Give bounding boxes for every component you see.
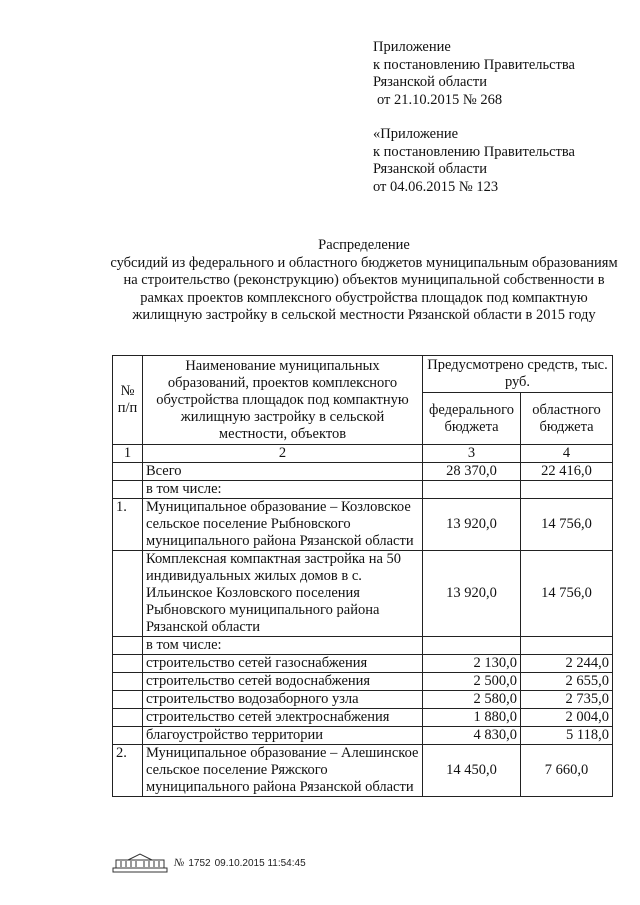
row-regional	[521, 637, 613, 655]
row-regional	[521, 481, 613, 499]
table-row	[113, 691, 613, 709]
row-name: Комплексная компактная застройка на 50 индивидуальных жилых домов в с. Ильинское Козловского поселения Рыбновского муниципального района Рязанской области	[143, 551, 423, 637]
header-num: № п/п	[113, 356, 143, 445]
header-row	[113, 356, 613, 393]
row-federal: 4 830,0	[423, 727, 521, 745]
document-title	[108, 237, 620, 325]
row-name: Всего	[143, 463, 423, 481]
row-federal	[423, 481, 521, 499]
row-name: строительство водозаборного узла	[143, 691, 423, 709]
col-number: 3	[423, 445, 521, 463]
table-row	[113, 673, 613, 691]
title-heading: Распределение	[318, 237, 410, 253]
row-regional: 14 756,0	[521, 551, 613, 637]
row-num	[113, 673, 143, 691]
table-row	[113, 463, 613, 481]
table-row	[113, 499, 613, 551]
header-regional: областного бюджета	[521, 393, 613, 445]
table-row	[113, 481, 613, 499]
row-num: 2.	[113, 745, 143, 797]
header-federal: федерального бюджета	[423, 393, 521, 445]
government-building-logo	[112, 852, 168, 874]
row-name: строительство сетей газоснабжения	[143, 655, 423, 673]
appendix-original-line3: Рязанской области	[373, 161, 487, 177]
row-regional: 2 735,0	[521, 691, 613, 709]
row-federal: 13 920,0	[423, 499, 521, 551]
row-name: в том числе:	[143, 637, 423, 655]
row-num: 1.	[113, 499, 143, 551]
row-name: Муниципальное образование – Козловское сельское поселение Рыбновского муниципального района Рязанской области	[143, 499, 423, 551]
row-regional: 2 655,0	[521, 673, 613, 691]
appendix-current-line1: Приложение	[373, 39, 451, 55]
row-federal: 2 580,0	[423, 691, 521, 709]
header-name: Наименование муниципальных образований, проектов комплексного обустройства площадок под компактную жилищную застройку в сельской местности, объектов	[143, 356, 423, 445]
table-row	[113, 727, 613, 745]
appendix-original-line2: к постановлению Правительства	[373, 143, 575, 160]
row-num	[113, 481, 143, 499]
appendix-current-line2: к постановлению Правительства	[373, 56, 575, 73]
table-row	[113, 551, 613, 637]
row-federal: 14 450,0	[423, 745, 521, 797]
row-num	[113, 691, 143, 709]
row-federal: 28 370,0	[423, 463, 521, 481]
row-name: Муниципальное образование – Алешинское сельское поселение Ряжского муниципального района Рязанской области	[143, 745, 423, 797]
document-footer	[112, 851, 310, 875]
row-num	[113, 727, 143, 745]
col-number: 4	[521, 445, 613, 463]
row-name: благоустройство территории	[143, 727, 423, 745]
row-num	[113, 637, 143, 655]
footer-doc-number: 1752	[188, 857, 211, 869]
row-num	[113, 551, 143, 637]
row-regional: 14 756,0	[521, 499, 613, 551]
row-regional: 2 244,0	[521, 655, 613, 673]
table-row	[113, 709, 613, 727]
appendix-current-line4: от 21.10.2015 № 268	[377, 91, 503, 108]
row-name: строительство сетей электроснабжения	[143, 709, 423, 727]
row-name: в том числе:	[143, 481, 423, 499]
table-row	[113, 655, 613, 673]
row-regional: 7 660,0	[521, 745, 613, 797]
row-regional: 22 416,0	[521, 463, 613, 481]
footer-timestamp: 09.10.2015 11:54:45	[214, 857, 306, 869]
row-num	[113, 463, 143, 481]
row-federal	[423, 637, 521, 655]
col-number: 2	[143, 445, 423, 463]
appendix-original	[373, 126, 575, 196]
appendix-original-line1: «Приложение	[373, 126, 459, 142]
row-num	[113, 709, 143, 727]
header-funds: Предусмотрено средств, тыс. руб.	[423, 356, 613, 393]
appendix-original-line4: от 04.06.2015 № 123	[373, 178, 499, 195]
number-symbol: №	[174, 857, 185, 869]
row-federal: 1 880,0	[423, 709, 521, 727]
row-regional: 2 004,0	[521, 709, 613, 727]
row-federal: 2 130,0	[423, 655, 521, 673]
row-name: строительство сетей водоснабжения	[143, 673, 423, 691]
title-body: субсидий из федерального и областного бюджетов муниципальным образованиям на строительство (реконструкцию) объектов муниципальной собственности в рамках проектов комплексного обустройства площадок под компактную жилищную застройку в сельской местности Рязанской области в 2015 году	[110, 254, 618, 323]
table-row	[113, 637, 613, 655]
table-row	[113, 745, 613, 797]
row-federal: 13 920,0	[423, 551, 521, 637]
row-federal: 2 500,0	[423, 673, 521, 691]
subsidy-table	[112, 355, 613, 797]
appendix-current	[373, 39, 575, 109]
row-num	[113, 655, 143, 673]
row-regional: 5 118,0	[521, 727, 613, 745]
col-number: 1	[113, 445, 143, 463]
column-numbers-row	[113, 445, 613, 463]
appendix-current-line3: Рязанской области	[373, 74, 487, 90]
